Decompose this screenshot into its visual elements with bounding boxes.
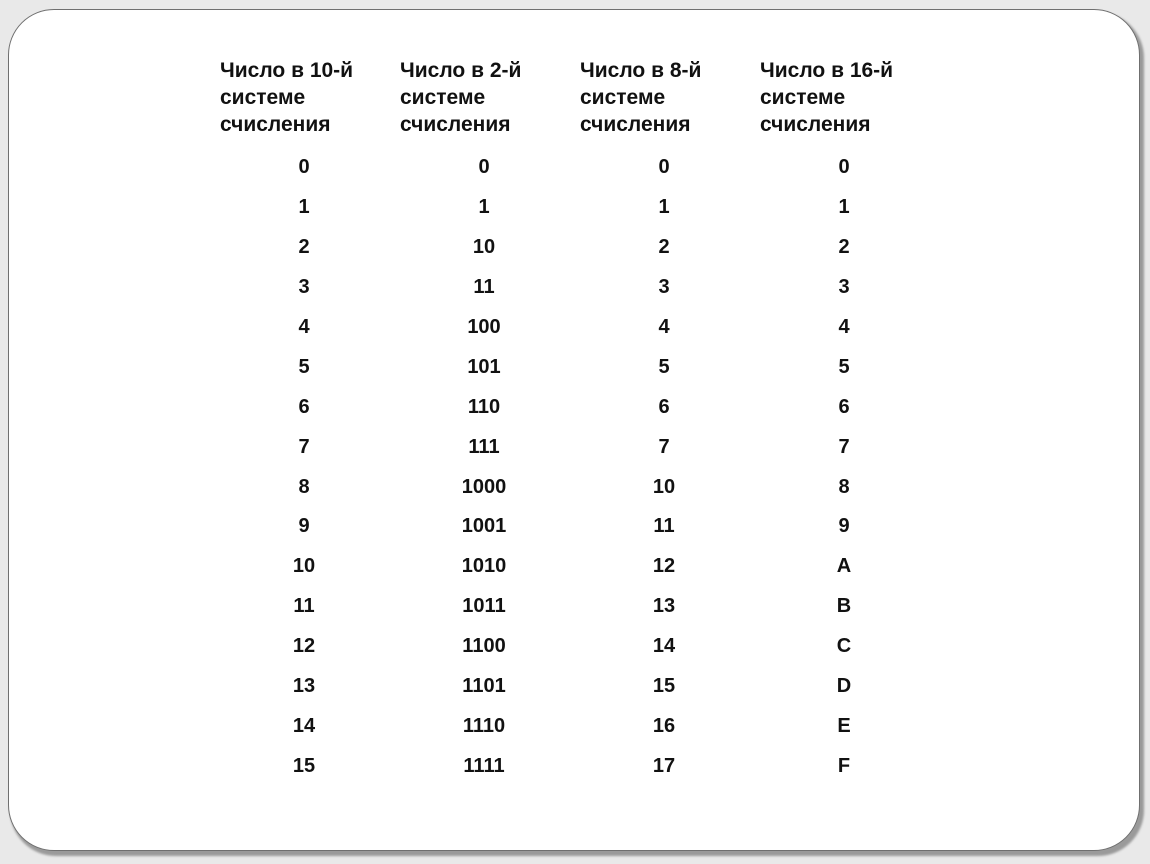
- cell-decimal: 11: [293, 595, 315, 618]
- cell-decimal: 1: [298, 196, 310, 219]
- cell-binary: 101: [467, 355, 501, 378]
- cell-decimal: 0: [298, 156, 310, 179]
- cell-octal: 12: [652, 555, 676, 578]
- table-row: [214, 268, 934, 308]
- header-decimal: [214, 53, 394, 148]
- cell-binary: 1101: [462, 675, 506, 698]
- table-row: [214, 547, 934, 587]
- cell-octal: 4: [658, 316, 670, 338]
- cell-octal: 15: [652, 675, 676, 698]
- header-line: счисления: [580, 113, 691, 136]
- cell-binary: 111: [468, 435, 500, 458]
- table-row: [214, 627, 934, 667]
- header-line: системе: [580, 86, 666, 109]
- cell-binary: 1110: [462, 714, 506, 737]
- cell-octal: 16: [652, 714, 676, 737]
- table-row: [214, 188, 934, 228]
- cell-binary: 1100: [462, 635, 506, 658]
- cell-octal: 14: [652, 635, 676, 658]
- cell-octal: 2: [658, 236, 670, 259]
- cell-binary: 1010: [461, 555, 507, 578]
- table-row: [214, 148, 934, 188]
- cell-octal: 13: [652, 595, 676, 618]
- cell-hex: 9: [838, 515, 850, 538]
- cell-hex: 1: [838, 196, 850, 219]
- cell-decimal: 15: [292, 754, 316, 777]
- header-line: Число в 8-й: [580, 59, 702, 82]
- table-row: [214, 706, 934, 746]
- header-line: системе: [760, 86, 846, 109]
- header-row: [214, 53, 934, 148]
- cell-octal: 3: [658, 276, 670, 299]
- cell-binary: 1011: [462, 595, 506, 618]
- cell-hex: F: [837, 754, 851, 777]
- header-octal: [574, 53, 754, 148]
- table-row: [214, 308, 934, 348]
- header-line: счисления: [760, 113, 871, 136]
- cell-binary: 100: [467, 316, 501, 338]
- cell-binary: 1: [478, 196, 490, 219]
- header-line: счисления: [400, 113, 511, 136]
- number-systems-table: [214, 53, 934, 786]
- cell-binary: 10: [472, 236, 496, 259]
- cell-decimal: 14: [292, 714, 316, 737]
- cell-hex: 8: [838, 475, 850, 498]
- cell-decimal: 10: [292, 555, 316, 578]
- header-line: счисления: [220, 113, 331, 136]
- table-row: [214, 347, 934, 387]
- table-row: [214, 467, 934, 507]
- cell-decimal: 12: [292, 635, 316, 658]
- cell-binary: 1000: [461, 475, 507, 498]
- table-row: [214, 427, 934, 467]
- cell-octal: 6: [658, 395, 670, 418]
- table-row: [214, 746, 934, 786]
- cell-binary: 1111: [463, 754, 505, 777]
- cell-decimal: 6: [298, 395, 310, 418]
- cell-hex: 2: [838, 236, 850, 259]
- cell-octal: 0: [658, 156, 670, 179]
- table-row: [214, 667, 934, 707]
- cell-binary: 110: [467, 395, 501, 418]
- table-row: [214, 587, 934, 627]
- cell-decimal: 7: [298, 435, 310, 458]
- cell-binary: 11: [473, 276, 495, 299]
- table-row: [214, 387, 934, 427]
- cell-hex: A: [836, 555, 852, 578]
- cell-hex: B: [836, 595, 852, 618]
- cell-decimal: 9: [298, 515, 310, 538]
- cell-octal: 10: [652, 475, 676, 498]
- cell-octal: 17: [652, 754, 676, 777]
- cell-octal: 5: [658, 355, 670, 378]
- cell-octal: 1: [658, 196, 670, 219]
- header-line: Число в 10-й: [220, 59, 354, 82]
- cell-decimal: 13: [292, 675, 316, 698]
- header-line: Число в 16-й: [760, 59, 894, 82]
- cell-hex: C: [836, 635, 852, 658]
- header-line: Число в 2-й: [400, 59, 522, 82]
- header-line: системе: [400, 86, 486, 109]
- cell-hex: 0: [838, 156, 850, 179]
- cell-decimal: 8: [298, 475, 310, 498]
- cell-decimal: 2: [298, 236, 310, 259]
- table-container: [214, 53, 934, 786]
- cell-hex: 3: [838, 276, 850, 299]
- cell-decimal: 3: [298, 276, 310, 299]
- cell-hex: 5: [838, 355, 850, 378]
- cell-hex: E: [837, 714, 851, 737]
- cell-hex: 4: [838, 316, 850, 338]
- cell-binary: 1001: [461, 515, 507, 538]
- cell-hex: D: [836, 675, 852, 698]
- table-row: [214, 507, 934, 547]
- cell-hex: 7: [838, 435, 850, 458]
- table-row: [214, 228, 934, 268]
- cell-hex: 6: [838, 395, 850, 418]
- header-hexadecimal: [754, 53, 934, 148]
- cell-decimal: 5: [298, 355, 310, 378]
- header-line: системе: [220, 86, 306, 109]
- cell-octal: 7: [658, 435, 670, 458]
- cell-decimal: 4: [298, 316, 310, 338]
- cell-binary: 0: [478, 156, 490, 179]
- header-binary: [394, 53, 574, 148]
- cell-octal: 11: [653, 515, 675, 538]
